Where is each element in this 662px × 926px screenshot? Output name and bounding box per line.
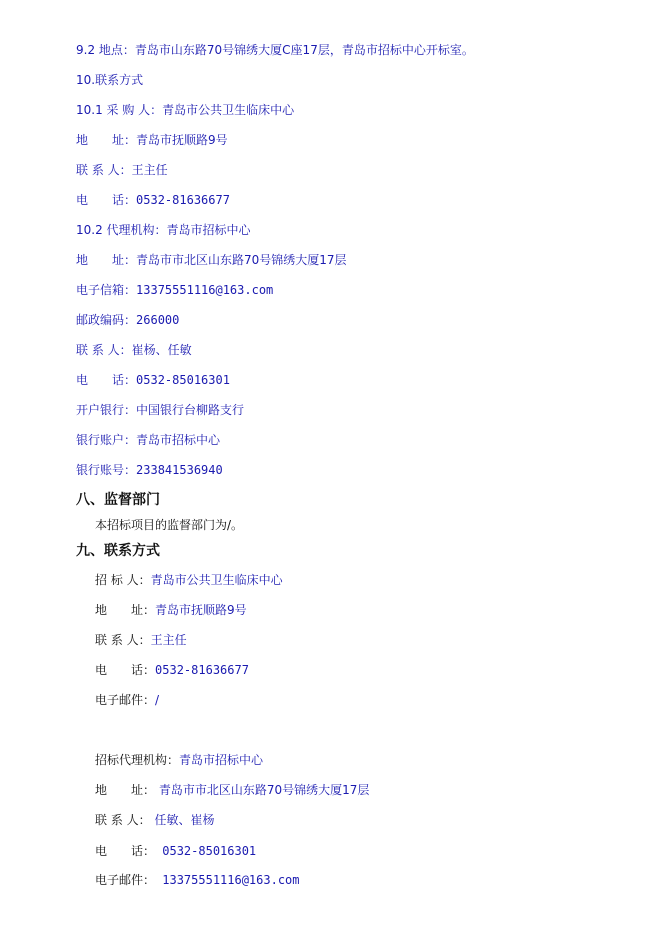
row-label: 10.1 采 购 人：: [76, 103, 163, 117]
row-label: 电子邮件：: [95, 873, 156, 887]
section-8-heading: 八、监督部门: [76, 492, 160, 508]
row-label: 开户银行：: [76, 403, 137, 417]
section-8-text: 本招标项目的监督部门为/。: [95, 518, 244, 532]
row-value: 青岛市抚顺路9号: [136, 133, 228, 147]
row-value: 青岛市市北区山东路70号锦绣大厦17层: [136, 253, 347, 267]
tender-agency-name: [95, 752, 263, 768]
row-label: 邮政编码：: [76, 313, 137, 327]
row-value: 青岛市公共卫生临床中心: [162, 103, 295, 117]
row-value: 13375551116@163.com: [136, 283, 274, 297]
tenderer-email: [95, 692, 159, 708]
row-value: 266000: [136, 313, 180, 327]
row-value: 青岛市招标中心: [179, 753, 264, 767]
row-value: 233841536940: [136, 463, 223, 477]
row-value: 青岛市招标中心: [166, 223, 251, 237]
row-value: 青岛市市北区山东路70号锦绣大厦17层: [155, 783, 370, 797]
tenderer-name: [95, 572, 283, 588]
row-label: 10.2 代理机构：: [76, 223, 167, 237]
row-value: 青岛市公共卫生临床中心: [150, 573, 283, 587]
item-10-contact-heading: [76, 72, 143, 88]
row-label: 招标代理机构：: [95, 753, 180, 767]
tender-agency-phone: [95, 843, 256, 859]
row-value: 13375551116@163.com: [155, 873, 300, 887]
agency-name: [76, 222, 251, 238]
row-label: 银行账号：: [76, 463, 137, 477]
purchaser-phone: [76, 192, 230, 208]
row-label: 联 系 人：: [95, 633, 151, 647]
row-label: 联 系 人：: [76, 163, 132, 177]
row-label: 地 址：: [76, 133, 137, 147]
tenderer-phone: [95, 662, 249, 678]
tenderer-address: [95, 602, 247, 618]
row-label: 电 话：: [95, 663, 156, 677]
row-value: 王主任: [150, 633, 187, 647]
row-value: 青岛市招标中心: [136, 433, 221, 447]
tenderer-contact: [95, 632, 187, 648]
item-9-2-location: [76, 42, 474, 58]
agency-address: [76, 252, 347, 268]
row-value: 0532-81636677: [136, 193, 230, 207]
row-label: 联 系 人：: [76, 343, 132, 357]
purchaser-name: [76, 102, 294, 118]
tender-agency-email: [95, 872, 300, 888]
agency-postcode: [76, 312, 179, 328]
tender-agency-address: [95, 782, 369, 798]
row-label: 银行账户：: [76, 433, 137, 447]
row-label: 招 标 人：: [95, 573, 151, 587]
tender-agency-contact: [95, 812, 214, 828]
row-value: 王主任: [131, 163, 168, 177]
row-value: 0532-85016301: [155, 844, 257, 858]
purchaser-address: [76, 132, 228, 148]
row-label: 地 址：: [95, 603, 156, 617]
row-value: 任敏、崔杨: [150, 813, 215, 827]
row-value: 0532-85016301: [136, 373, 230, 387]
row-label: 电 话：: [95, 844, 156, 858]
agency-bank-account-name: [76, 432, 220, 448]
agency-email: [76, 282, 273, 298]
purchaser-contact: [76, 162, 168, 178]
row-value: 青岛市山东路70号锦绣大厦C座17层，青岛市招标中心开标室。: [134, 43, 474, 57]
section-9-heading: 九、联系方式: [76, 543, 160, 559]
row-value: /: [155, 693, 160, 707]
row-label: 9.2 地点：: [76, 43, 135, 57]
row-label: 10.联系方式: [76, 73, 144, 87]
row-label: 电 话：: [76, 373, 137, 387]
agency-bank: [76, 402, 244, 418]
row-label: 地 址：: [95, 783, 156, 797]
row-label: 电子信箱：: [76, 283, 137, 297]
row-label: 电 话：: [76, 193, 137, 207]
row-value: 崔杨、任敏: [131, 343, 192, 357]
row-label: 电子邮件：: [95, 693, 156, 707]
agency-contact: [76, 342, 192, 358]
row-label: 联 系 人：: [95, 813, 151, 827]
agency-bank-account-number: [76, 462, 223, 478]
row-value: 中国银行台柳路支行: [136, 403, 245, 417]
row-label: 地 址：: [76, 253, 137, 267]
agency-phone: [76, 372, 230, 388]
row-value: 青岛市抚顺路9号: [155, 603, 247, 617]
row-value: 0532-81636677: [155, 663, 249, 677]
